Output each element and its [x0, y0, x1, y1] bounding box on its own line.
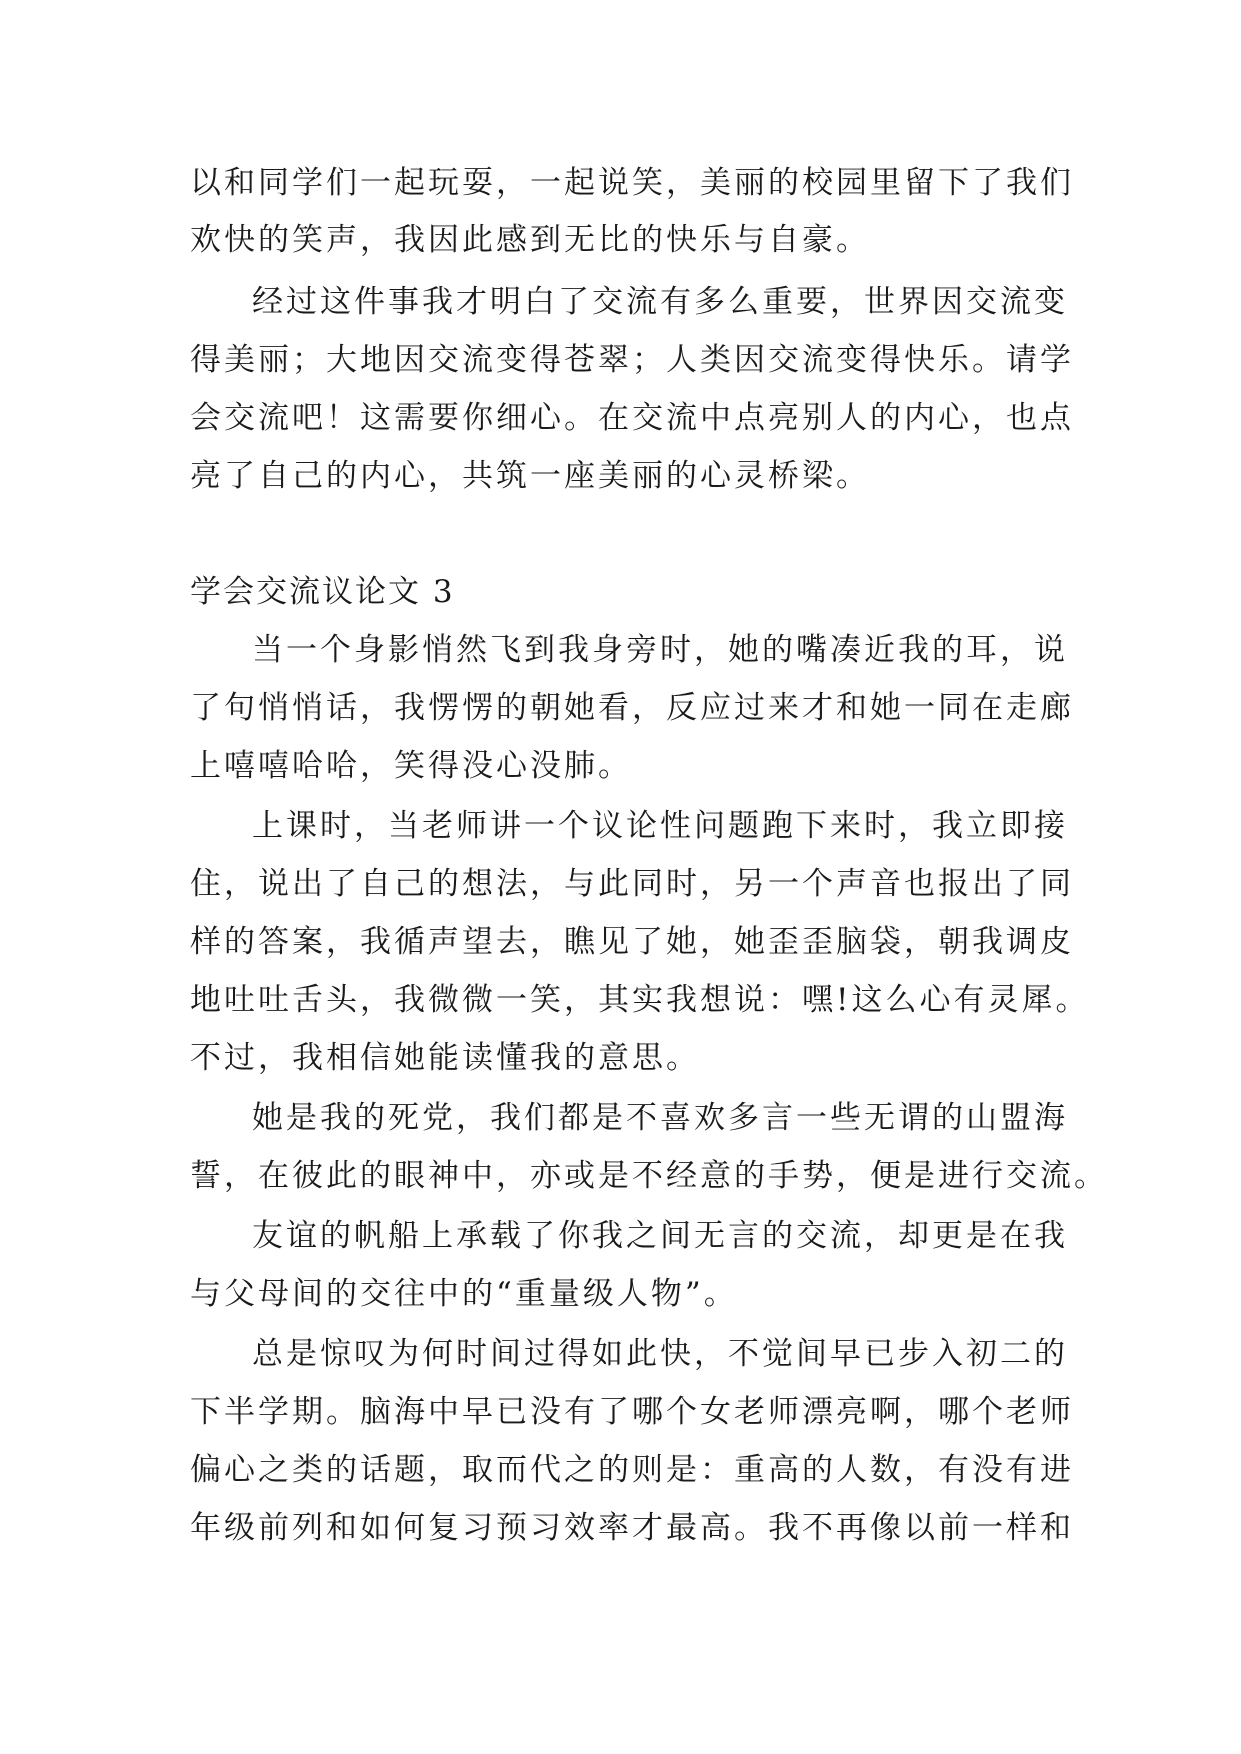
paragraph-first-line: 上课时，当老师讲一个议论性问题跑下来时，我立即接	[252, 808, 1068, 844]
text-line: 样的答案，我循声望去，瞧见了她，她歪歪脑袋，朝我调皮	[190, 924, 1074, 960]
text-line: 下半学期。脑海中早已没有了哪个女老师漂亮啊，哪个老师	[190, 1394, 1074, 1430]
paragraph-first-line: 经过这件事我才明白了交流有多么重要，世界因交流变	[252, 284, 1068, 320]
text-line: 与父母间的交往中的“重量级人物”。	[190, 1276, 738, 1312]
text-line: 亮了自己的内心，共筑一座美丽的心灵桥梁。	[190, 458, 870, 494]
text-line: 会交流吧！这需要你细心。在交流中点亮别人的内心，也点	[190, 400, 1074, 436]
text-line: 地吐吐舌头，我微微一笑，其实我想说：嘿!这么心有灵犀。	[190, 982, 1090, 1018]
paragraph-first-line: 当一个身影悄然飞到我身旁时，她的嘴凑近我的耳，说	[252, 632, 1068, 668]
text-line: 上嘻嘻哈哈，笑得没心没肺。	[190, 748, 632, 784]
paragraph-first-line: 友谊的帆船上承载了你我之间无言的交流，却更是在我	[252, 1218, 1068, 1254]
text-line: 欢快的笑声，我因此感到无比的快乐与自豪。	[190, 222, 870, 258]
text-line: 了句悄悄话，我愣愣的朝她看，反应过来才和她一同在走廊	[190, 690, 1074, 726]
text-line: 以和同学们一起玩耍，一起说笑，美丽的校园里留下了我们	[190, 165, 1074, 201]
text-line: 年级前列和如何复习预习效率才最高。我不再像以前一样和	[190, 1510, 1074, 1546]
text-line: 不过，我相信她能读懂我的意思。	[190, 1040, 700, 1076]
text-line: 住，说出了自己的想法，与此同时，另一个声音也报出了同	[190, 866, 1074, 902]
text-line: 得美丽；大地因交流变得苍翠；人类因交流变得快乐。请学	[190, 342, 1074, 378]
paragraph-first-line: 她是我的死党，我们都是不喜欢多言一些无谓的山盟海	[252, 1100, 1068, 1136]
text-line: 誓，在彼此的眼神中，亦或是不经意的手势，便是进行交流。	[190, 1158, 1108, 1194]
section-heading: 学会交流议论文 3	[190, 574, 455, 610]
paragraph-first-line: 总是惊叹为何时间过得如此快，不觉间早已步入初二的	[252, 1336, 1068, 1372]
text-line: 偏心之类的话题，取而代之的则是：重高的人数，有没有进	[190, 1452, 1074, 1488]
